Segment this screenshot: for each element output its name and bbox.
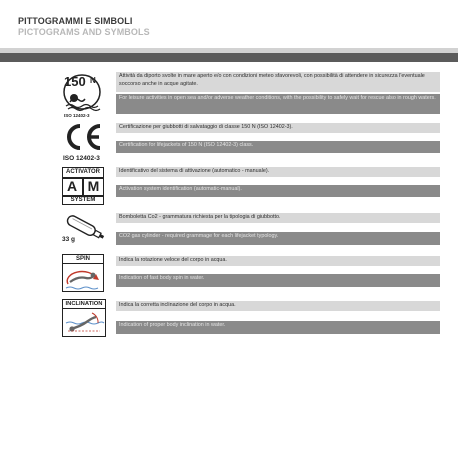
description-it [116, 167, 440, 177]
icon-number: 150 [64, 74, 86, 89]
icon-label: INCLINATION [65, 300, 103, 307]
description-it-text: Attività da diporto svolte in mare aperto e/o con condizioni meteo sfavorevoli, con possibilità di attendere in sicurezza l'eventuale soccorso anche in acque agitate. [119, 73, 425, 87]
spin-icon [60, 254, 112, 294]
description-it-text: Indica la corretta inclinazione del corpo in acqua. [119, 302, 236, 308]
inclination-icon [60, 299, 112, 339]
description-en-text: Indication of proper body inclination in water. [119, 322, 226, 328]
description-en [116, 141, 440, 153]
description-it [116, 301, 440, 311]
description-en-text: Certification for lifejackets of 150 N (ISO 12402-3) class. [119, 142, 254, 148]
activator-icon [60, 167, 112, 207]
page-header [18, 16, 150, 38]
description-en-text: CO2 gas cylinder - required grammage for each lifejacket typology. [119, 233, 279, 239]
icon-unit: N [90, 76, 96, 85]
description-en [116, 232, 440, 245]
description-it-text: Certificazione per giubbotti di salvataggio di classe 150 N (ISO 12402-3). [119, 124, 293, 130]
icon-right-letter: M [87, 178, 100, 194]
description-it [116, 123, 440, 133]
description-en [116, 94, 440, 114]
icon-caption: ISO 12402-3 [64, 113, 90, 118]
page-title: PITTOGRAMMI E SIMBOLI [18, 16, 133, 26]
description-it [116, 72, 440, 92]
description-it-text: Indica la rotazione veloce del corpo in acqua. [119, 257, 227, 263]
description-en [116, 321, 440, 334]
buoyancy-150n-icon [60, 72, 112, 120]
description-en-text: Activation system identification (automatic-manual). [119, 186, 242, 192]
description-it [116, 256, 440, 266]
icon-label: SPIN [75, 255, 90, 262]
description-en [116, 185, 440, 197]
icon-bottom-label: SYSTEM [70, 197, 96, 203]
description-en [116, 274, 440, 287]
description-en-text: For leisure activities in open sea and/or adverse weather conditions, with the possibility to safely wait for rescue also in rough waters. [119, 95, 436, 101]
description-en-text: Indication of fast body spin in water. [119, 275, 205, 281]
icon-left-letter: A [66, 178, 78, 194]
description-it-text: Bomboletta Co2 - grammatura richiesta per la tipologia di giubbotto. [119, 214, 281, 220]
co2-cylinder-icon [60, 211, 112, 247]
icon-caption: ISO 12402-3 [63, 155, 100, 162]
description-it [116, 213, 440, 223]
description-it-text: Identificativo del sistema di attivazione (automatico - manuale). [119, 168, 270, 174]
ce-mark-icon [60, 120, 112, 164]
header-band-dark [0, 53, 458, 62]
icon-caption: 33 g [62, 236, 76, 243]
icon-top-label: ACTIVATOR [66, 169, 100, 175]
page-subtitle: PICTOGRAMS AND SYMBOLS [18, 27, 150, 37]
